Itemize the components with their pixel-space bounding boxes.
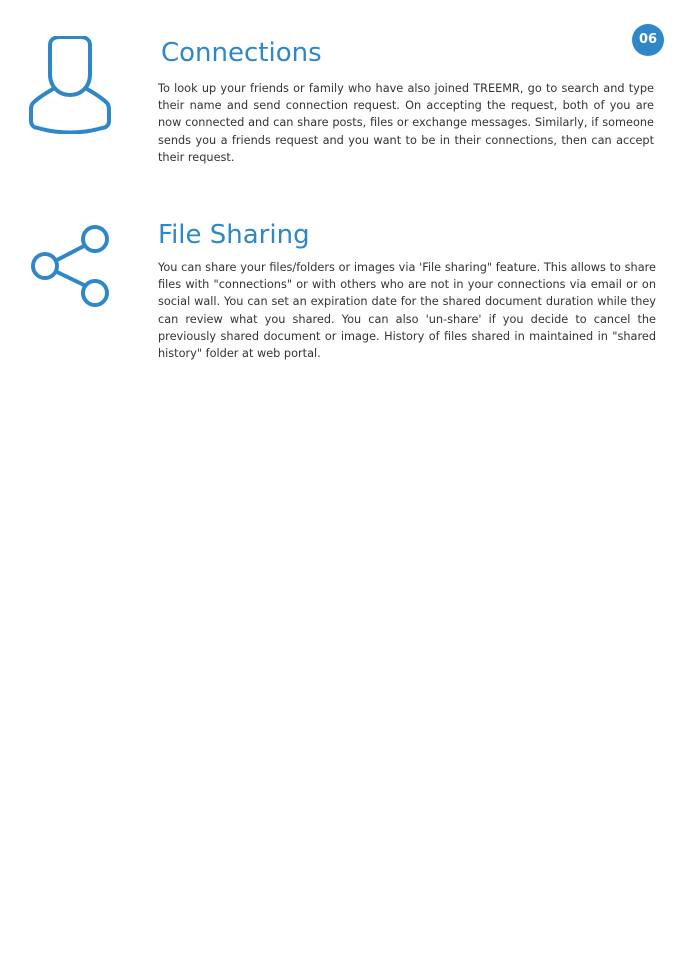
user-icon (28, 36, 112, 134)
share-icon (28, 222, 112, 310)
file-sharing-title: File Sharing (158, 220, 310, 250)
connections-title: Connections (161, 38, 322, 68)
file-sharing-description: You can share your files/folders or images via 'File sharing" feature. This allows to share files with "connections" or with others who are not in your connections via email or on social wall. You can set an expiration date for the shared document duration while they can review what you shared. You can also 'un-share' if you decide to cancel the previously shared document or image. History of files shared in maintained in "shared history" folder at web portal. (158, 261, 656, 361)
page-number-badge: 06 (632, 24, 664, 56)
connections-description: To look up your friends or family who have also joined TREEMR, go to search and type their name and send connection request. On accepting the request, both of you are now connected and can share posts, files or exchange messages. Similarly, if someone sends you a friends request and you want to be in their connections, then can accept their request. (158, 82, 654, 164)
